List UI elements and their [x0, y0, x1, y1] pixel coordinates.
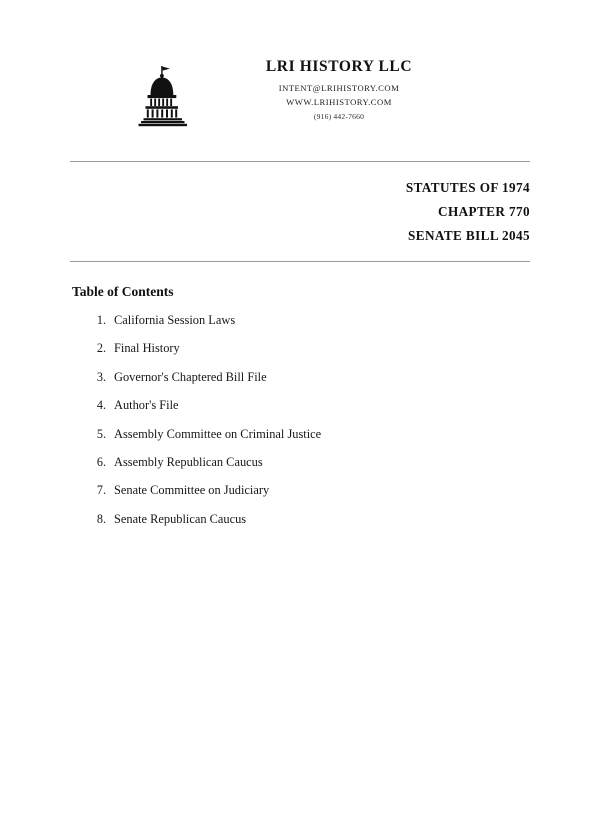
chapter-number: CHAPTER 770	[438, 204, 530, 219]
list-item[interactable]	[82, 399, 530, 411]
toc-item-number: 2.	[96, 341, 106, 356]
contact-email: INTENT@LRIHISTORY.COM	[278, 83, 400, 93]
list-item[interactable]	[82, 484, 530, 496]
toc-heading: Table of Contents	[72, 284, 174, 299]
contact-website: WWW.LRIHISTORY.COM	[286, 97, 392, 107]
toc-item-label: Final History	[114, 341, 180, 356]
toc-item-label: California Session Laws	[114, 313, 236, 327]
letterhead	[0, 58, 600, 134]
contact-phone: (916) 442-7660	[313, 112, 365, 121]
logo	[131, 58, 195, 134]
toc-item-number: 3.	[96, 369, 106, 384]
toc-item-label: Author's File	[114, 398, 179, 413]
bill-number: SENATE BILL 2045	[408, 228, 530, 243]
list-item[interactable]	[82, 314, 530, 326]
toc-item-number: 5.	[96, 426, 106, 441]
organization-name: LRI HISTORY LLC	[265, 58, 413, 75]
list-item[interactable]	[82, 428, 530, 440]
list-item[interactable]	[82, 513, 530, 525]
toc-item-number: 4.	[96, 398, 106, 413]
statutes-year: STATUTES OF 1974	[405, 180, 530, 195]
letterhead-text	[209, 58, 469, 125]
toc-item-label: Senate Republican Caucus	[114, 511, 247, 526]
toc-item-number: 7.	[96, 483, 106, 498]
capitol-dome-icon	[134, 64, 192, 128]
toc-list	[70, 314, 530, 525]
toc-item-label: Governor's Chaptered Bill File	[114, 369, 267, 384]
toc-item-label: Assembly Committee on Criminal Justice	[114, 426, 322, 441]
list-item[interactable]	[82, 456, 530, 468]
document-page	[0, 58, 600, 834]
title-block	[70, 162, 530, 244]
table-of-contents	[70, 262, 530, 525]
list-item[interactable]	[82, 342, 530, 354]
toc-item-label: Assembly Republican Caucus	[114, 455, 263, 470]
toc-item-number: 8.	[96, 511, 106, 526]
toc-item-number: 6.	[96, 455, 106, 470]
list-item[interactable]	[82, 371, 530, 383]
toc-item-number: 1.	[96, 313, 106, 327]
toc-item-label: Senate Committee on Judiciary	[114, 483, 270, 498]
